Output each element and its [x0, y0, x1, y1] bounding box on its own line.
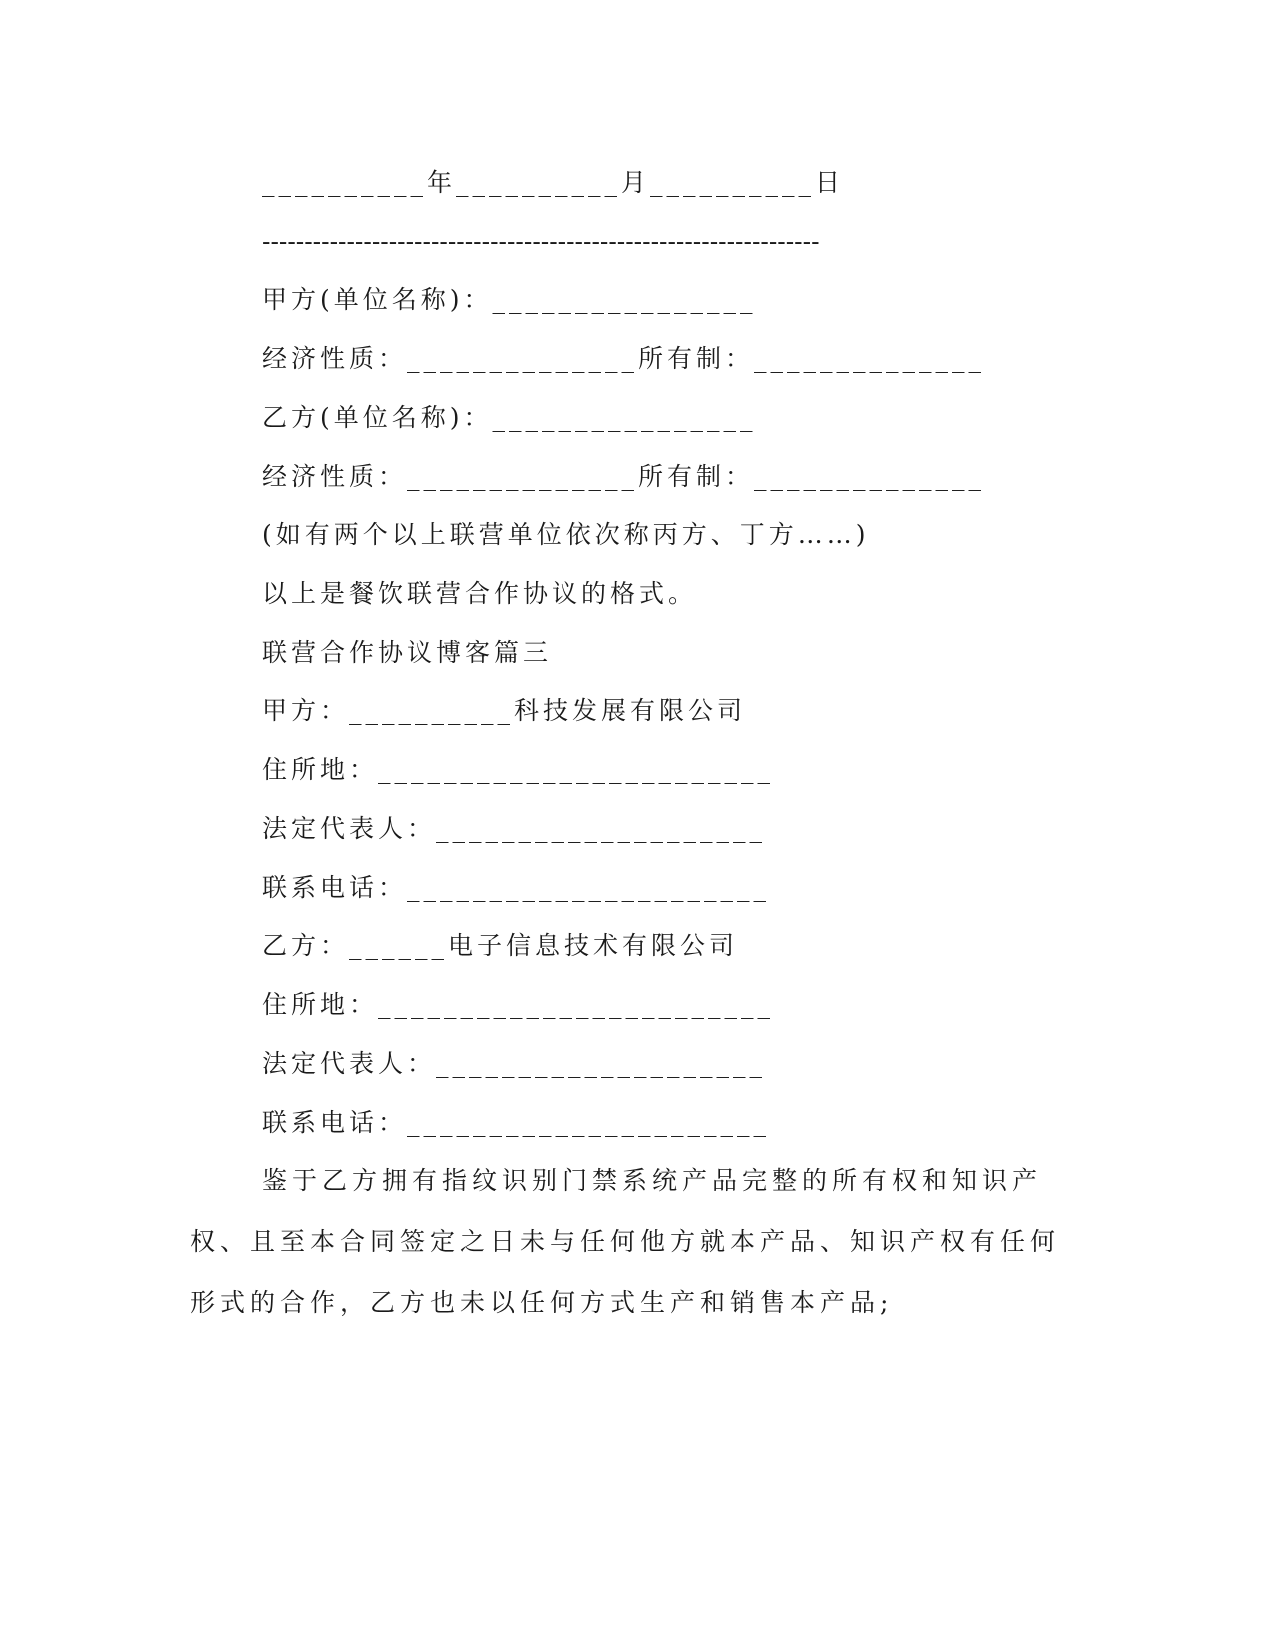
section-title: 联营合作协议博客篇三: [262, 638, 553, 667]
party-a-legal-rep-line: 法定代表人：____________________: [262, 814, 767, 843]
party-b-name-line: 乙方(单位名称)：________________: [262, 403, 757, 432]
party-b-legal-rep-line: 法定代表人：____________________: [262, 1049, 767, 1078]
party-b-company-line: 乙方：______电子信息技术有限公司: [262, 931, 739, 960]
note-line: (如有两个以上联营单位依次称丙方、丁方……): [262, 520, 870, 549]
party-a-company-line: 甲方：__________科技发展有限公司: [262, 696, 747, 725]
party-b-address-line: 住所地：________________________: [262, 990, 775, 1019]
party-b-economic-nature-line: 经济性质：______________所有制：______________: [262, 462, 986, 491]
recital-paragraph: 鉴于乙方拥有指纹识别门禁系统产品完整的所有权和知识产权、且至本合同签定之日未与任何他方就本产品、知识产权有任何形式的合作，乙方也未以任何方式生产和销售本产品;: [190, 1166, 1061, 1317]
party-b-phone-line: 联系电话：______________________: [262, 1108, 771, 1137]
party-a-name-line: 甲方(单位名称)：________________: [262, 285, 757, 314]
party-a-phone-line: 联系电话：______________________: [262, 873, 771, 902]
summary-line: 以上是餐饮联营合作协议的格式。: [262, 579, 698, 608]
party-a-economic-nature-line: 经济性质：______________所有制：______________: [262, 344, 986, 373]
party-a-address-line: 住所地：________________________: [262, 755, 775, 784]
date-line: __________年__________月__________日: [262, 168, 845, 197]
separator-line: ------------------------------------------------------------------: [262, 227, 820, 256]
